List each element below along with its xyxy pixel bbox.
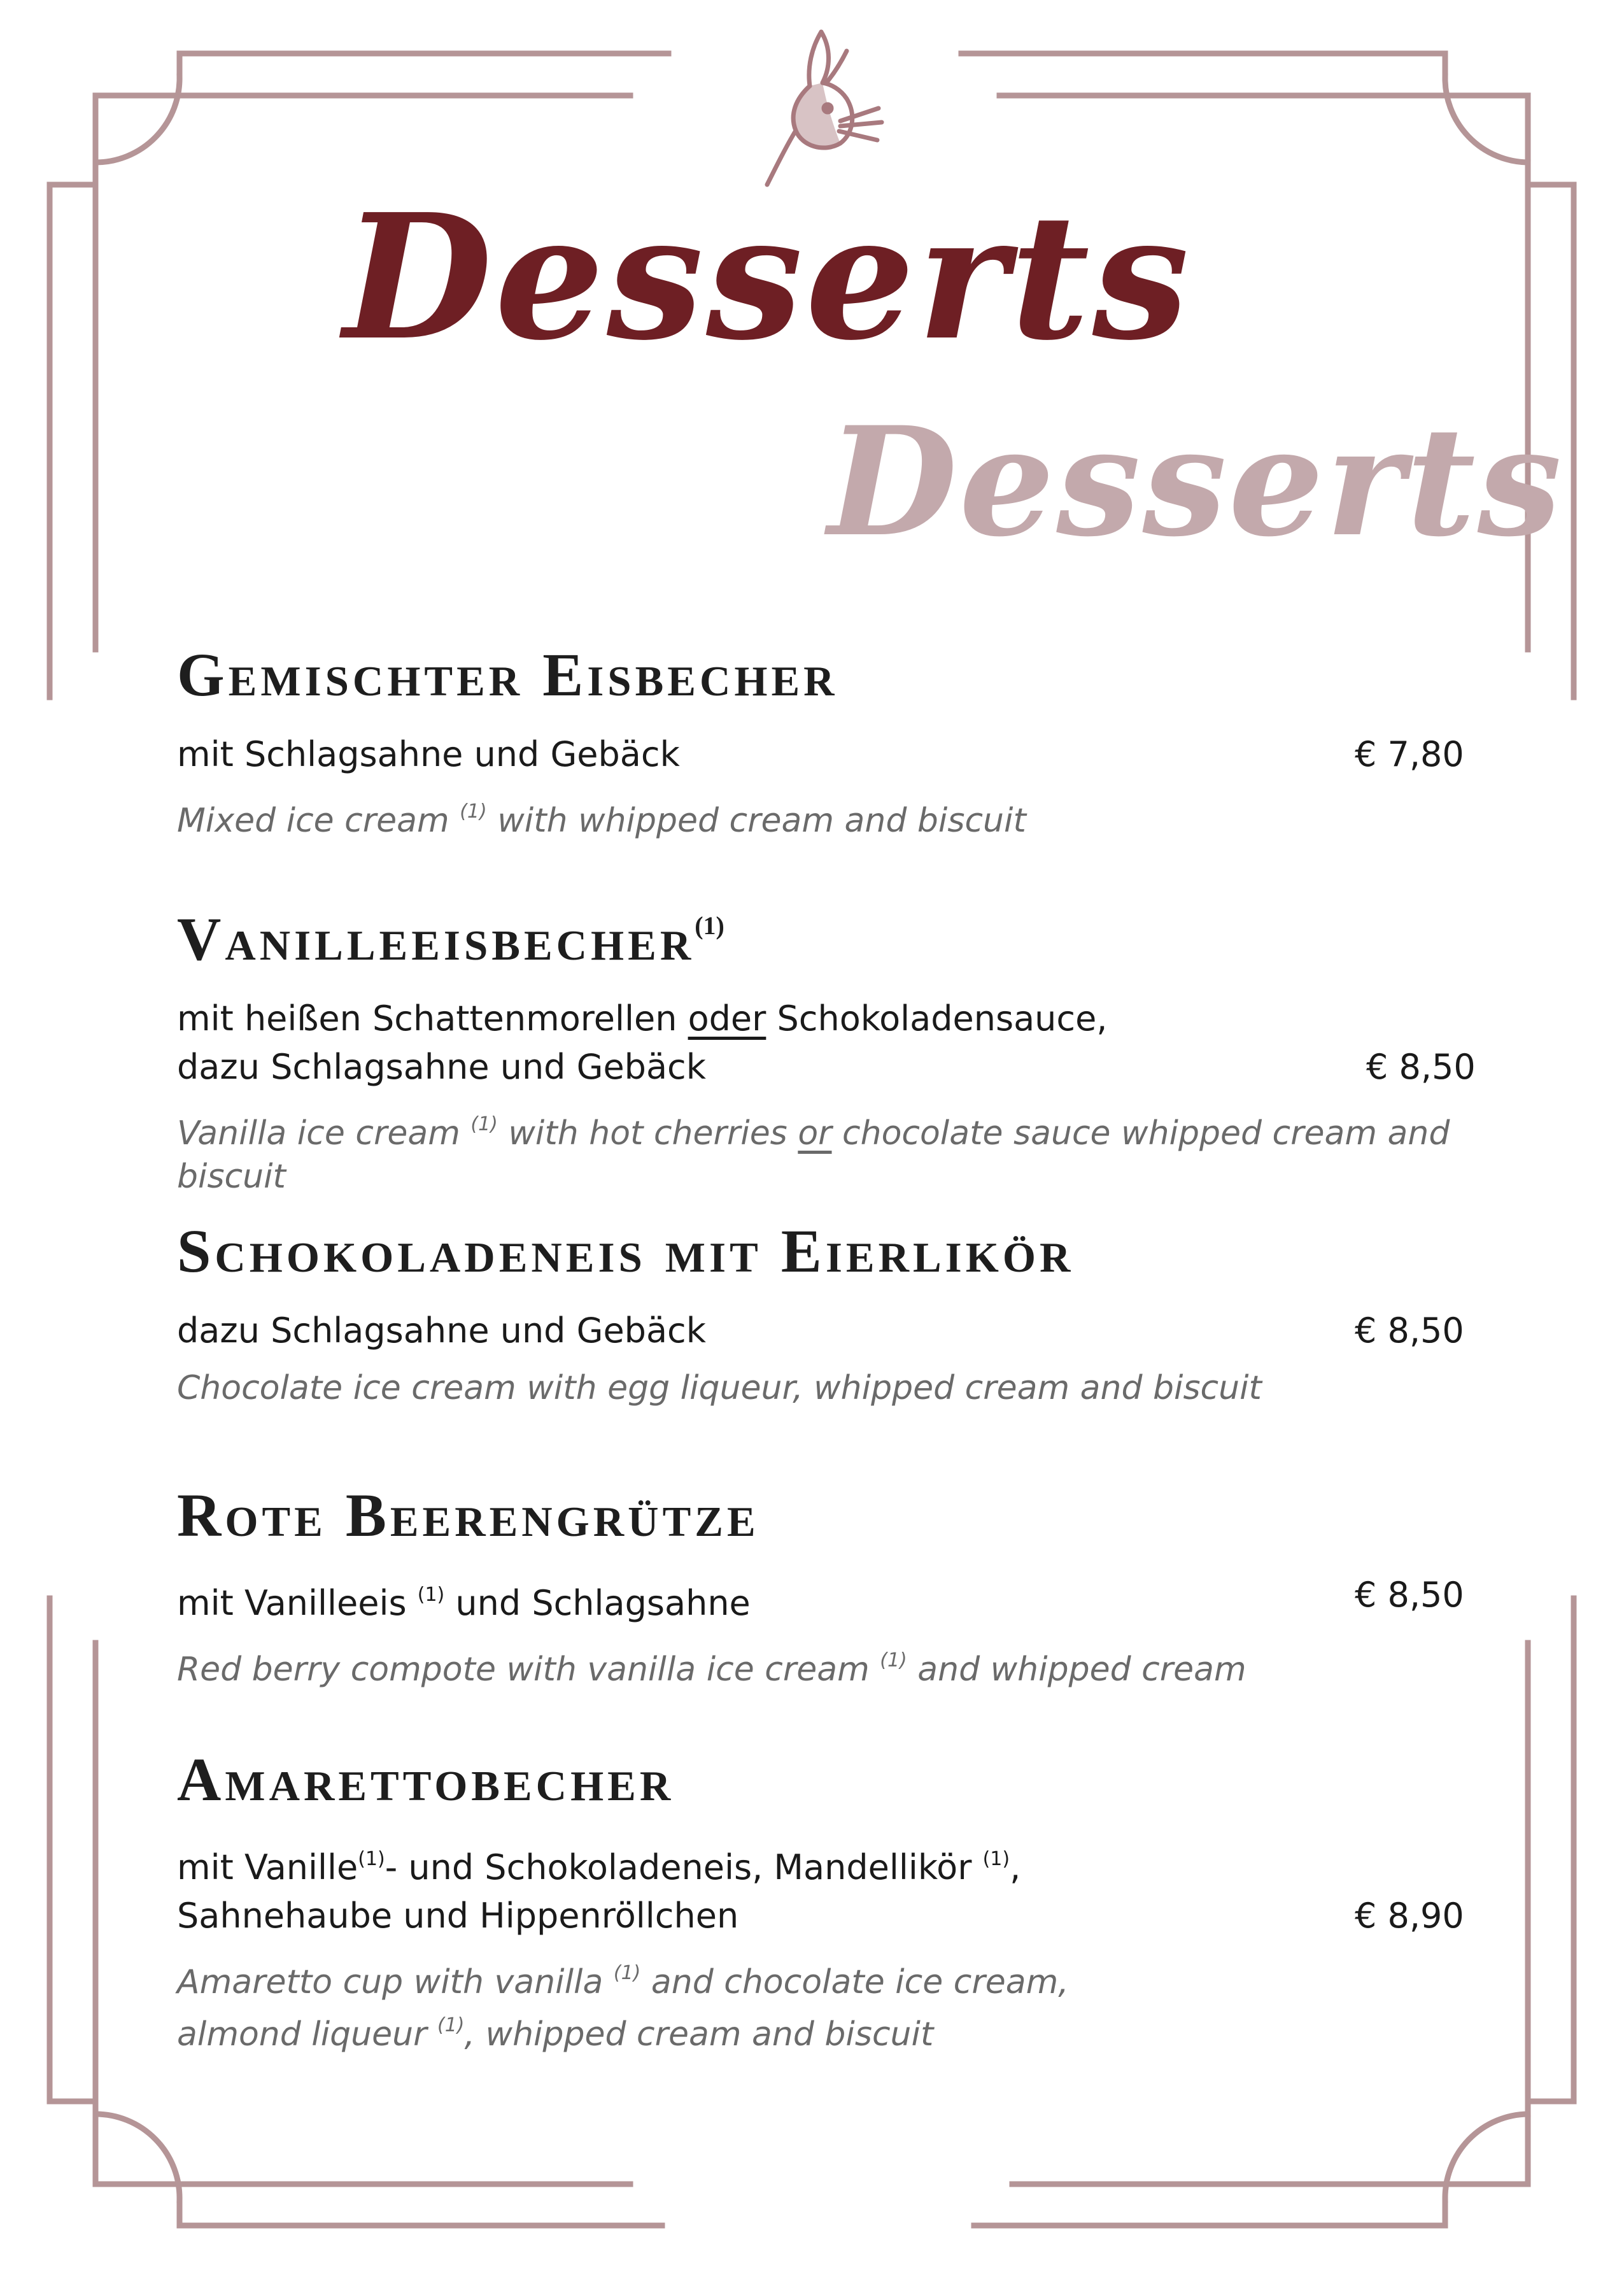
item-description-en [177,1952,1482,2056]
item-price: € 8,50 [1355,1310,1464,1351]
description-text: Amaretto cup with vanilla [177,1963,614,2001]
description-text: und Schlagsahne [444,1582,751,1623]
item-description-en [177,1639,1482,1691]
description-text: mit Schlagsahne und Gebäck [177,734,680,774]
description-text: Vanilla ice cream [177,1114,471,1153]
item-name: Schokoladeneis mit Eierlikör [177,1217,1075,1285]
item-price: € 8,50 [1355,1574,1464,1615]
item-price: € 7,80 [1355,734,1464,774]
footnote-marker: (1) [982,1847,1010,1870]
footnote-marker: (1) [358,1847,385,1870]
item-name-text: Vanilleeisbecher [177,905,695,973]
item-name [177,907,1482,972]
item-description-de [177,730,1482,779]
item-description-de [177,1571,1482,1628]
description-text: , whipped cream and biscuit [464,2015,934,2054]
menu-item [177,1219,1482,1410]
description-text: Sahnehaube und Hippenröllchen [177,1895,739,1936]
description-text: dazu Schlagsahne und Gebäck [177,1310,707,1351]
description-text: Red berry compote with vanilla ice cream [177,1650,880,1689]
footnote-marker: (1) [613,1961,641,1984]
description-emphasis: oder [688,998,766,1039]
footnote-marker: (1) [417,1583,445,1606]
description-emphasis: or [798,1114,832,1153]
item-name: Gemischter Eisbecher [177,641,838,709]
rabbit-icon [751,19,904,191]
menu-item [177,1745,1482,2056]
description-text: and chocolate ice cream, [640,1963,1069,2001]
description-text: dazu Schlagsahne und Gebäck [177,1046,707,1087]
item-name: Amarettobecher [177,1745,675,1814]
item-price: € 8,90 [1355,1895,1464,1936]
item-description-en [177,790,1482,842]
item-description-en: Chocolate ice cream with egg liqueur, whipped cream and biscuit [177,1368,1262,1407]
page-title: Desserts [343,176,1192,378]
description-text: with hot cherries [497,1114,798,1153]
item-description-en [177,1103,1482,1198]
description-text: almond liqueur [177,2015,437,2054]
footnote-marker: (1) [695,911,724,940]
footnote-marker: (1) [470,1112,498,1135]
footnote-marker: (1) [460,800,487,823]
menu-item [177,643,1482,842]
description-text: mit Vanille [177,1847,358,1887]
item-description-de [177,1835,1482,1940]
description-text: Mixed ice cream [177,801,460,840]
description-text: , [1010,1847,1021,1887]
description-text: and whipped cream [907,1650,1246,1689]
footnote-marker: (1) [437,2013,465,2036]
footnote-marker: (1) [880,1649,907,1672]
menu-item [177,1481,1482,1691]
item-name: Rote Beerengrütze [177,1481,759,1549]
item-description-de [177,995,1482,1091]
description-text: chocolate sauce whipped cream and biscuit [177,1114,1450,1196]
item-price: € 8,50 [1366,1046,1476,1087]
description-text: mit Vanilleeis [177,1582,418,1623]
page-subtitle: Desserts [828,394,1564,570]
menu-item [177,907,1482,1198]
description-text: mit heißen Schattenmorellen [177,998,688,1039]
description-text: Schokoladensauce, [766,998,1108,1039]
item-description-de [177,1307,1482,1355]
description-text: - und Schokoladeneis, Mandellikör [385,1847,983,1887]
description-text: with whipped cream and biscuit [486,801,1026,840]
